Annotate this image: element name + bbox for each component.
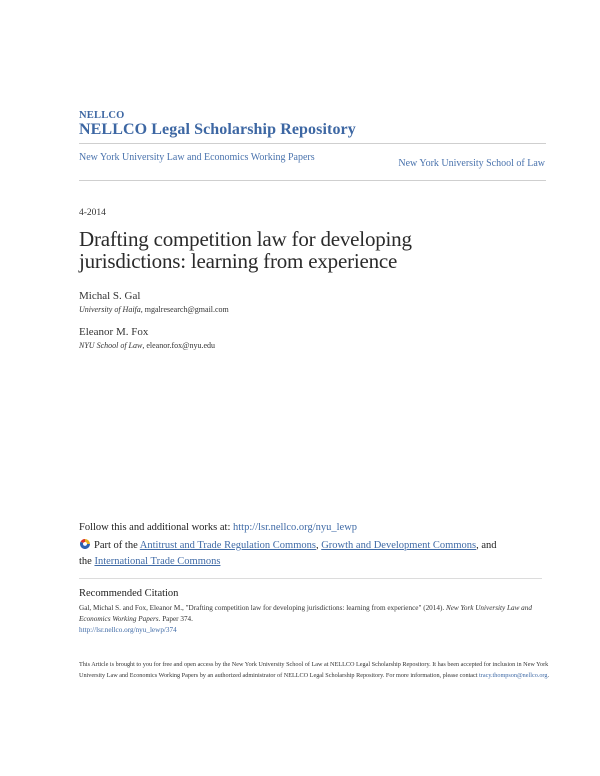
comma: , xyxy=(142,341,147,350)
author-email: eleanor.fox@nyu.edu xyxy=(146,341,216,350)
follow-label: Follow this and additional works at: xyxy=(79,522,233,533)
commons-link-antitrust[interactable]: Antitrust and Trade Regulation Commons xyxy=(139,540,316,551)
follow-line xyxy=(79,522,357,533)
citation-journal: New York University Law and Economics Working Papers. xyxy=(79,604,532,623)
author-affiliation xyxy=(79,341,215,350)
citation-paper: Paper 374. xyxy=(160,615,193,623)
access-notice-text: This Article is brought to you for free and open access by the New York University School of Law at NELLCO Legal Scholarship Repository. It has been accepted for inclusion in New York University Law and Economics Working Papers by an authorized administrator of NELLCO Legal Scholarship Repository. For more information, please contact xyxy=(79,661,549,679)
part-of-commons xyxy=(79,538,549,570)
repository-title[interactable]: NELLCO Legal Scholarship Repository xyxy=(79,121,356,138)
separator: , and xyxy=(476,540,497,551)
publication-date: 4-2014 xyxy=(79,208,106,218)
separator: , xyxy=(315,540,322,551)
author-email: mgalresearch@gmail.com xyxy=(144,305,229,314)
institution-link[interactable]: New York University School of Law xyxy=(398,158,545,169)
separator: the xyxy=(79,556,95,567)
bepress-commons-icon xyxy=(79,538,91,550)
divider-series xyxy=(79,180,546,181)
contact-email-link[interactable]: tracy.thompson@nellco.org xyxy=(479,671,548,679)
nellco-brand: NELLCO xyxy=(79,110,125,121)
commons-link-international-trade[interactable]: International Trade Commons xyxy=(94,556,221,567)
follow-url-link[interactable]: http://lsr.nellco.org/nyu_lewp xyxy=(233,522,358,533)
part-of-prefix: Part of the xyxy=(94,540,140,551)
citation-text xyxy=(79,603,544,636)
citation-heading: Recommended Citation xyxy=(79,588,179,599)
article-title: Drafting competition law for developing jurisdictions: learning from experience xyxy=(79,227,412,273)
series-collection-link[interactable]: New York University Law and Economics Working Papers xyxy=(79,152,315,163)
divider-top xyxy=(79,143,546,144)
access-notice xyxy=(79,660,549,681)
comma: , xyxy=(140,305,145,314)
citation-body: Gal, Michal S. and Fox, Eleanor M., "Drafting competition law for developing jurisdictions: learning from experience" (2014). xyxy=(79,604,446,612)
author-name: Eleanor M. Fox xyxy=(79,326,149,338)
divider-citation xyxy=(79,578,542,579)
affiliation-name: NYU School of Law xyxy=(79,341,143,350)
commons-link-growth[interactable]: Growth and Development Commons xyxy=(321,540,477,551)
citation-url-link[interactable]: http://lsr.nellco.org/nyu_lewp/374 xyxy=(79,626,177,634)
author-affiliation xyxy=(79,305,229,314)
period: . xyxy=(547,671,550,679)
affiliation-name: University of Haifa xyxy=(79,305,141,314)
author-name: Michal S. Gal xyxy=(79,290,141,302)
